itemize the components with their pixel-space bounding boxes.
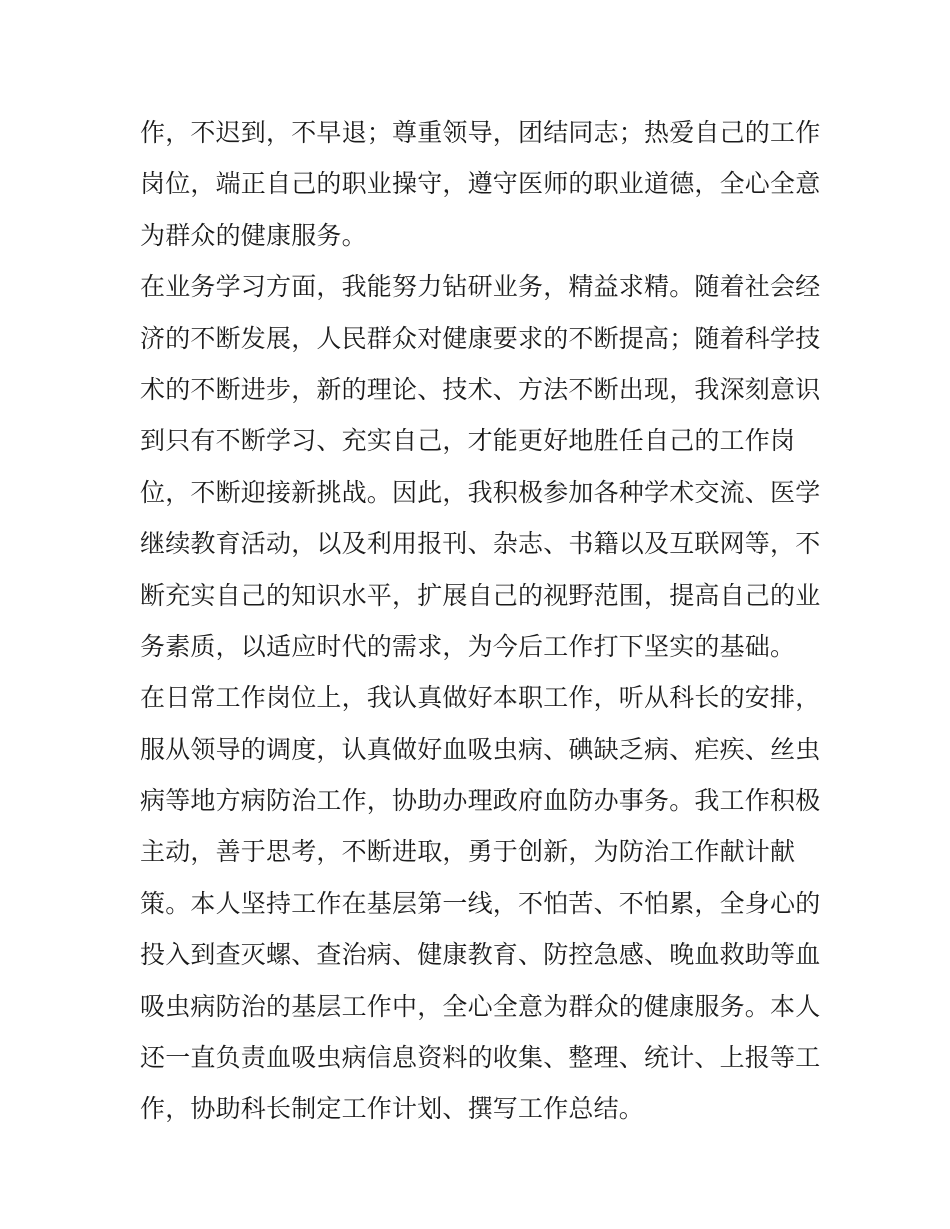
text-line: 位，不断迎接新挑战。因此，我积极参加各种学术交流、医学	[140, 477, 821, 507]
document-body	[140, 107, 820, 1135]
text-line: 吸虫病防治的基层工作中，全心全意为群众的健康服务。本人	[140, 991, 821, 1021]
text-line: 服从领导的调度，认真做好血吸虫病、碘缺乏病、疟疾、丝虫	[140, 734, 821, 764]
text-line: 济的不断发展，人民群众对健康要求的不断提高；随着科学技	[140, 323, 821, 353]
text-line: 断充实自己的知识水平，扩展自己的视野范围，提高自己的业	[140, 580, 821, 610]
text-line: 岗位，端正自己的职业操守，遵守医师的职业道德，全心全意	[140, 169, 821, 199]
text-line: 投入到查灭螺、查治病、健康教育、防控急感、晚血救助等血	[140, 940, 821, 970]
text-line: 主动，善于思考，不断进取，勇于创新，为防治工作献计献	[140, 837, 796, 867]
text-line: 病等地方病防治工作，协助办理政府血防办事务。我工作积极	[140, 786, 821, 816]
text-line: 继续教育活动，以及利用报刊、杂志、书籍以及互联网等，不	[140, 529, 821, 559]
text-line: 务素质，以适应时代的需求，为今后工作打下坚实的基础。	[140, 631, 796, 661]
text-line: 作，协助科长制定工作计划、撰写工作总结。	[140, 1094, 645, 1124]
text-line: 在日常工作岗位上，我认真做好本职工作，听从科长的安排，	[140, 683, 821, 713]
text-line: 作，不迟到，不早退；尊重领导，团结同志；热爱自己的工作	[140, 118, 821, 147]
text-line: 策。本人坚持工作在基层第一线，不怕苦、不怕累，全身心的	[140, 888, 821, 918]
text-line: 在业务学习方面，我能努力钻研业务，精益求精。随着社会经	[140, 272, 821, 302]
text-line: 为群众的健康服务。	[140, 220, 367, 250]
text-line: 到只有不断学习、充实自己，才能更好地胜任自己的工作岗	[140, 426, 796, 456]
text-line: 术的不断进步，新的理论、技术、方法不断出现，我深刻意识	[140, 374, 821, 404]
text-line: 还一直负责血吸虫病信息资料的收集、整理、统计、上报等工	[140, 1043, 821, 1073]
